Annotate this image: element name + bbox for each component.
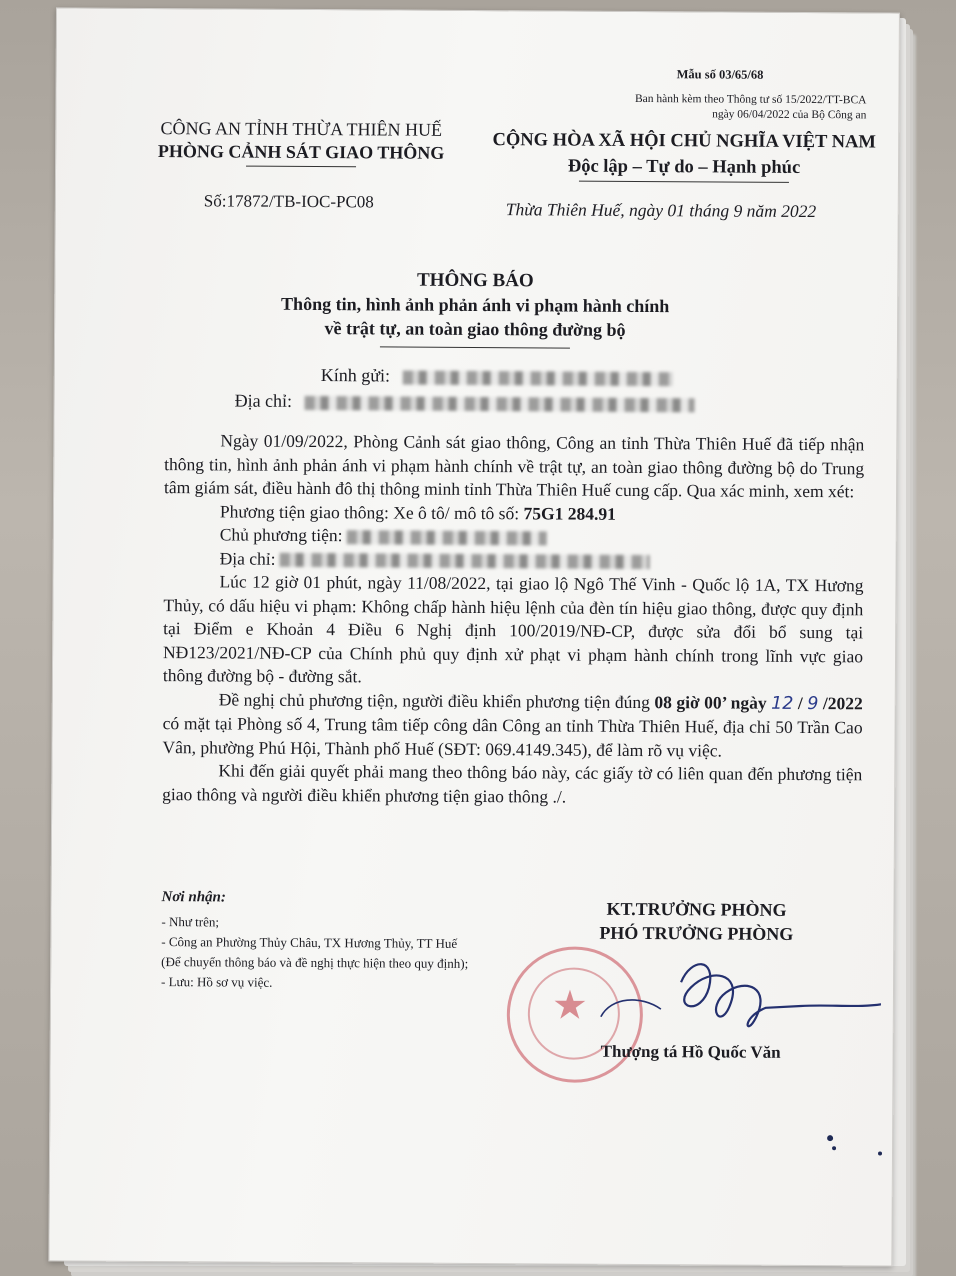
document-body <box>162 429 864 810</box>
title-sub1: Thông tin, hình ảnh phản ánh vi phạm hành chính <box>281 293 670 317</box>
intro-paragraph: Ngày 01/09/2022, Phòng Cảnh sát giao thông, Công an tỉnh Thừa Thiên Huế đã tiếp nhận thông tin, hình ảnh phản ánh vi phạm hành chính về trật tự, an toàn giao thông đường bộ do Trung tâm giám sát, điều hành đô thị thông minh tỉnh Thừa Thiên Huế cung cấp. Qua xác minh, xem xét: <box>164 430 865 502</box>
handwritten-month: 9 <box>807 693 819 714</box>
place-date: Thừa Thiên Huế, ngày 01 tháng 9 năm 2022 <box>505 199 817 222</box>
request-paragraph: Đề nghị chủ phương tiện, người điều khiển phương tiện đúng 08 giờ 00’ ngày 12 / 9 /2022 có mặt tại Phòng số 4, Trung tâm tiếp công dân Công an tỉnh Thừa Thiên Huế, địa chỉ 50 Trần Cao Vân, phường Phú Hội, Thành phố Huế (SĐT: 069.4149.345), để làm rõ vụ việc. <box>162 688 863 761</box>
signer-role-line2: PHÓ TRƯỞNG PHÒNG <box>599 922 794 944</box>
agency-unit: PHÒNG CẢNH SÁT GIAO THÔNG <box>157 141 445 163</box>
agency-underline <box>246 166 356 168</box>
recipient-label: Kính gửi: <box>320 365 391 386</box>
title-sub2: về trật tự, an toàn giao thông đường bộ <box>324 318 626 340</box>
request-time: 08 giờ 00’ ngày <box>654 691 767 713</box>
document-page <box>48 7 900 1266</box>
document-number: Số:17872/TB-IOC-PC08 <box>203 191 374 212</box>
redacted-recipient <box>402 370 672 386</box>
address-row <box>235 388 695 417</box>
vehicle-label: Phương tiện giao thông: Xe ô tô/ mô tô số: <box>219 500 520 523</box>
receiver-item: - Như trên; <box>161 914 220 930</box>
violation-paragraph: Lúc 12 giờ 01 phút, ngày 11/08/2022, tại giao lộ Ngô Thế Vinh - Quốc lộ 1A, TX Hương Thủy, có dấu hiệu vi phạm: Không chấp hành hiệu lệnh của đèn tín hiệu giao thông, được quy định tại Điểm e Khoản 4 Điều 6 Nghị định 100/2019/NĐ-CP, được sửa đổi bổ sung tại NĐ123/2021/NĐ-CP của Chính phủ quy định xử phạt vi phạm hành chính trong lĩnh vực giao thông đường bộ - đường sắt. <box>162 571 864 687</box>
form-number: Mẫu số 03/65/68 <box>676 67 764 82</box>
receivers-list <box>161 912 471 994</box>
title-main: THÔNG BÁO <box>416 269 534 292</box>
form-note-line2: ngày 06/04/2022 của Bộ Công an <box>712 108 867 122</box>
motto-underline <box>579 181 789 183</box>
signer-name: Thượng tá Hồ Quốc Văn <box>600 1041 781 1062</box>
owner-address-label: Địa chỉ: <box>219 547 276 569</box>
receiver-item: - Lưu: Hồ sơ vụ việc. <box>161 974 273 990</box>
handwritten-day: 12 <box>771 693 794 714</box>
signer-role <box>521 896 871 946</box>
agency-parent: CÔNG AN TỈNH THỪA THIÊN HUẾ <box>160 118 443 140</box>
recipient-row <box>235 362 695 391</box>
request-text: Đề nghị chủ phương tiện, người điều khiển phương tiện đúng <box>218 688 650 712</box>
address-label: Địa chỉ: <box>234 390 293 411</box>
request-details: có mặt tại Phòng số 4, Trung tâm tiếp công dân Công an tỉnh Thừa Thiên Huế, địa chỉ 50 Trần Cao Vân, phường Phú Hội, Thành phố Huế (SĐT: 069.4149.345), để làm rõ vụ việc. <box>162 713 863 761</box>
owner-line <box>164 523 864 551</box>
agency-header <box>126 117 476 168</box>
form-issuance-note <box>576 92 866 124</box>
stamp-star-icon: ★ <box>551 982 588 1028</box>
nation-motto: Độc lập – Tự do – Hạnh phúc <box>567 156 801 178</box>
document-title <box>175 267 775 350</box>
redacted-address <box>305 396 695 412</box>
signer-role-line1: KT.TRƯỞNG PHÒNG <box>606 898 787 920</box>
receivers-title: Nơi nhận: <box>161 889 226 906</box>
receiver-item: - Công an Phường Thủy Châu, TX Hương Thủy, TT Huế (Để chuyển thông báo và đề nghị thực hiện theo quy định); <box>161 934 469 971</box>
owner-label: Chủ phương tiện: <box>219 524 343 546</box>
national-header <box>474 127 894 184</box>
vehicle-plate: 75G1 284.91 <box>523 502 616 524</box>
redacted-owner <box>347 530 547 545</box>
request-year: /2022 <box>822 692 863 713</box>
form-note-line1: Ban hành kèm theo Thông tư số 15/2022/TT-BCA <box>634 92 867 107</box>
recipient-block <box>235 362 695 417</box>
redacted-owner-address <box>280 553 650 569</box>
nation-name: CỘNG HÒA XÃ HỘI CHỦ NGHĨA VIỆT NAM <box>492 130 876 153</box>
closing-paragraph: Khi đến giải quyết phải mang theo thông báo này, các giấy tờ có liên quan đến phương tiện giao thông và người điều khiển phương tiện giao thông ./. <box>162 760 863 807</box>
ink-spots <box>820 1118 900 1168</box>
title-underline <box>380 346 570 348</box>
